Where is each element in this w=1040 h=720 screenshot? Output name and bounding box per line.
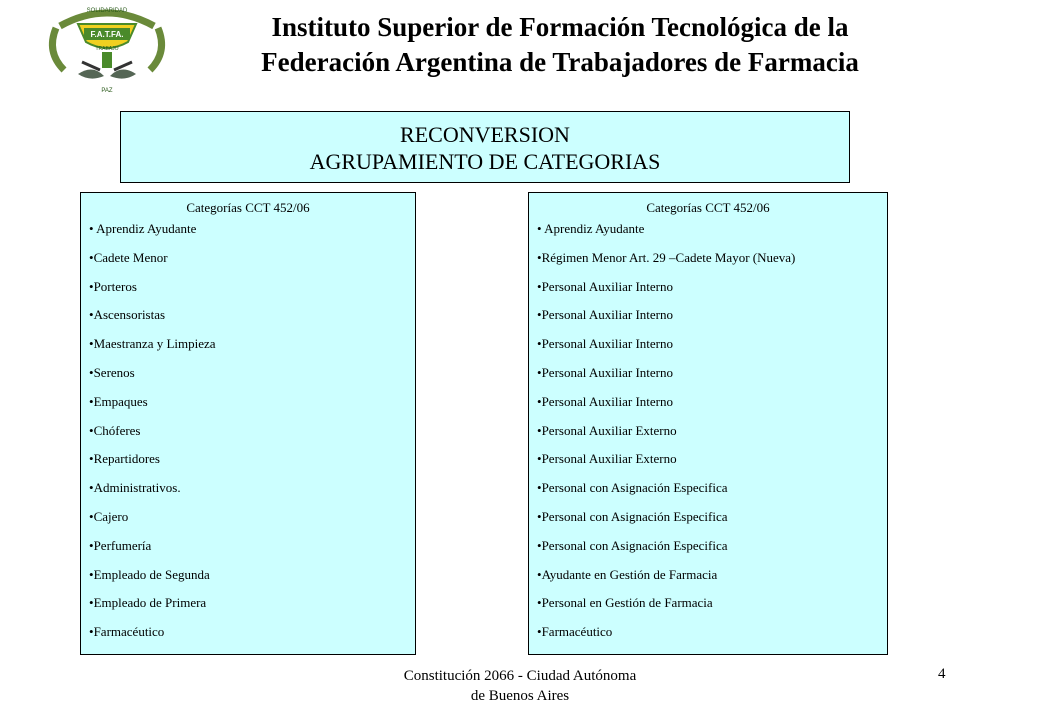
fatfa-logo bbox=[38, 4, 176, 96]
banner-line2: AGRUPAMIENTO DE CATEGORIAS bbox=[309, 149, 661, 174]
list-item: •Farmacéutico bbox=[89, 624, 165, 640]
list-item: •Serenos bbox=[89, 364, 135, 380]
list-item: •Perfumería bbox=[89, 537, 152, 553]
list-item: •Ascensoristas bbox=[89, 307, 166, 323]
list-item: •Personal Auxiliar Interno bbox=[537, 364, 673, 380]
list-item: •Chóferes bbox=[89, 422, 141, 438]
list-item: •Repartidores bbox=[89, 451, 160, 467]
svg-text:SOLIDARIDAD: SOLIDARIDAD bbox=[86, 8, 128, 14]
list-item: •Porteros bbox=[89, 278, 137, 294]
footer-line1: Constitución 2066 - Ciudad Autónoma bbox=[403, 668, 637, 684]
list-item: •Personal Auxiliar Externo bbox=[537, 422, 677, 438]
list-item: •Personal Auxiliar Interno bbox=[537, 336, 673, 352]
svg-text:F.A.T.FA.: F.A.T.FA. bbox=[90, 30, 124, 39]
list-item: •Farmacéutico bbox=[537, 624, 613, 640]
banner-line1: RECONVERSION bbox=[400, 122, 570, 147]
list-item: •Empaques bbox=[89, 393, 148, 409]
svg-text:TRABAJO: TRABAJO bbox=[95, 46, 119, 52]
institute-title bbox=[190, 10, 930, 80]
list-item: •Administrativos. bbox=[89, 480, 181, 496]
reconversion-banner bbox=[120, 111, 850, 183]
list-item: •Personal Auxiliar Interno bbox=[537, 307, 673, 323]
list-item: •Personal Auxiliar Interno bbox=[537, 278, 673, 294]
right-category-list bbox=[529, 221, 887, 653]
institute-title-line1: Instituto Superior de Formación Tecnológica de la bbox=[271, 12, 849, 42]
left-categories-box bbox=[80, 192, 416, 655]
svg-text:PAZ: PAZ bbox=[101, 88, 113, 94]
list-item: •Maestranza y Limpieza bbox=[89, 336, 216, 352]
list-item: •Cajero bbox=[89, 508, 129, 524]
institute-title-line2: Federación Argentina de Trabajadores de Farmacia bbox=[261, 47, 859, 77]
list-item: •Personal con Asignación Especifica bbox=[537, 480, 728, 496]
list-item: •Personal Auxiliar Externo bbox=[537, 451, 677, 467]
list-item: • Aprendiz Ayudante bbox=[89, 221, 197, 236]
left-column-title: Categorías CCT 452/06 bbox=[186, 200, 310, 215]
footer-line2: de Buenos Aires bbox=[470, 688, 570, 704]
list-item: •Ayudante en Gestión de Farmacia bbox=[537, 566, 718, 582]
footer-address bbox=[340, 666, 700, 706]
left-category-list bbox=[81, 221, 415, 653]
right-column-title: Categorías CCT 452/06 bbox=[646, 200, 770, 215]
list-item: •Personal en Gestión de Farmacia bbox=[537, 595, 713, 611]
list-item: •Personal Auxiliar Interno bbox=[537, 393, 673, 409]
list-item: •Personal con Asignación Especifica bbox=[537, 508, 728, 524]
list-item: • Aprendiz Ayudante bbox=[537, 221, 645, 236]
right-categories-box bbox=[528, 192, 888, 655]
page-number: 4 bbox=[938, 666, 946, 682]
list-item: •Cadete Menor bbox=[89, 249, 168, 265]
list-item: •Régimen Menor Art. 29 –Cadete Mayor (Nueva) bbox=[537, 249, 796, 265]
list-item: •Empleado de Segunda bbox=[89, 566, 210, 582]
list-item: •Empleado de Primera bbox=[89, 595, 207, 611]
list-item: •Personal con Asignación Especifica bbox=[537, 537, 728, 553]
